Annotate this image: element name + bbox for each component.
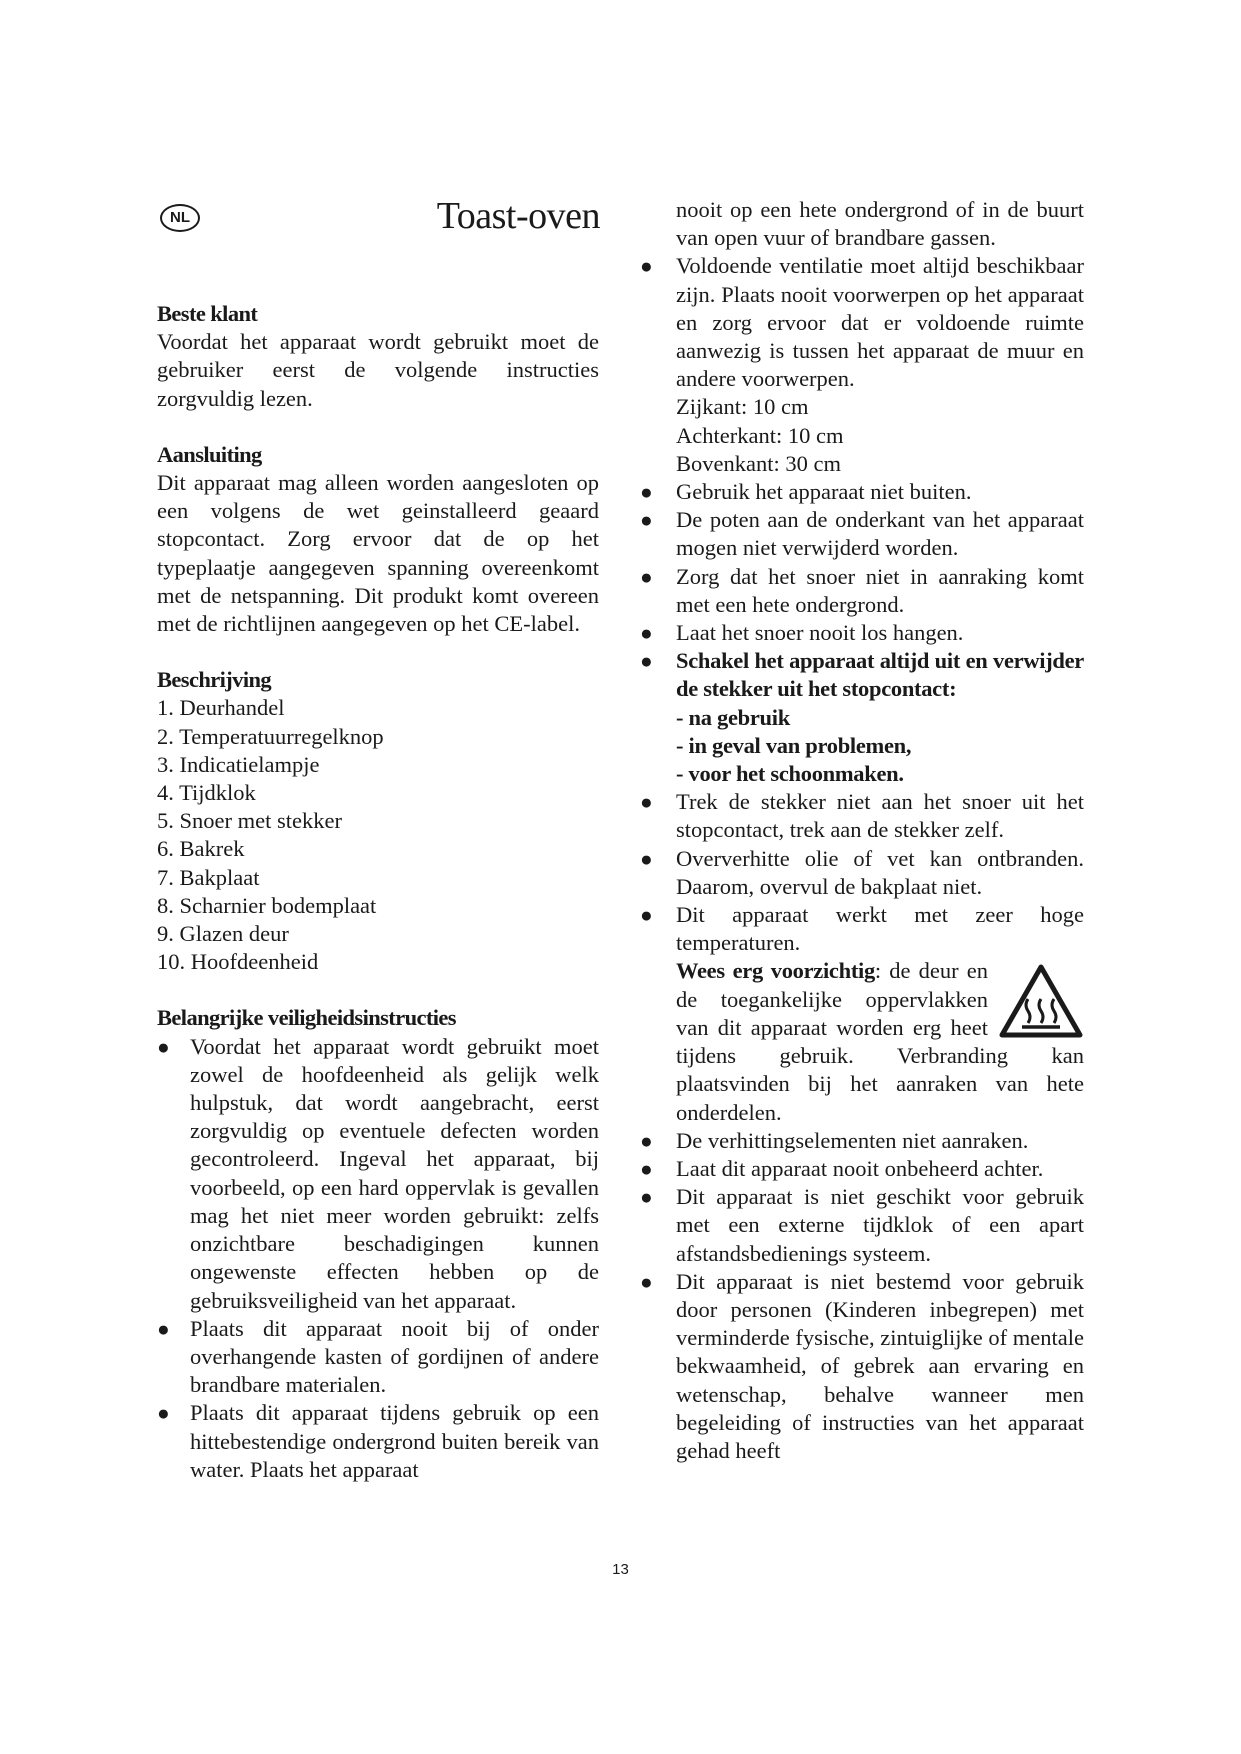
clearance-side: Zijkant: 10 cm bbox=[676, 394, 809, 420]
clearance-top: Bovenkant: 30 cm bbox=[676, 450, 841, 476]
list-item: ● Laat dit apparaat nooit onbeheerd achter. bbox=[640, 1155, 1084, 1183]
unplug-case: - in geval van problemen, bbox=[676, 732, 912, 758]
connection-text: Dit apparaat mag alleen worden aangesloten op een volgens de wet geinstalleerd geaard stopcontact. Zorg ervoor dat de op het typeplaatje aangegeven spanning overeenkomt met de netspanning. Dit produkt komt overeen met de richtlijnen aangegeven op het CE-label. bbox=[157, 470, 599, 637]
connection-heading: Aansluiting bbox=[157, 441, 262, 467]
greeting-heading: Beste klant bbox=[157, 301, 258, 326]
list-item: ● De verhittingselementen niet aanraken. bbox=[640, 1127, 1084, 1155]
unplug-heading: Schakel het apparaat altijd uit en verwijder de stekker uit het stopcontact: bbox=[676, 648, 1084, 702]
left-column bbox=[157, 300, 599, 1484]
list-item: 8. Scharnier bodemplaat bbox=[157, 892, 377, 918]
list-item: ● Plaats dit apparaat nooit bij of onder overhangende kasten of gordijnen of andere brandbare materialen. bbox=[157, 1315, 599, 1400]
safety-list-continued bbox=[640, 252, 1084, 1465]
list-item: ● Dit apparaat is niet geschikt voor gebruik met een externe tijdklok of een apart afstandsbedienings systeem. bbox=[640, 1183, 1084, 1268]
language-badge: NL bbox=[160, 204, 200, 232]
clearance-back: Achterkant: 10 cm bbox=[676, 422, 844, 448]
list-item bbox=[640, 901, 1084, 1127]
hot-text: Dit apparaat werkt met zeer hoge temperaturen. bbox=[676, 902, 1084, 956]
list-item: 4. Tijdklok bbox=[157, 780, 256, 806]
list-item: ● Oververhitte olie of vet kan ontbranden. Daarom, overvul de bakplaat niet. bbox=[640, 845, 1084, 901]
hot-surface-warning-icon bbox=[998, 963, 1084, 1039]
list-item: 7. Bakplaat bbox=[157, 864, 260, 890]
list-item: 9. Glazen deur bbox=[157, 921, 289, 947]
parts-list bbox=[157, 694, 599, 976]
list-item: 6. Bakrek bbox=[157, 836, 245, 862]
safety-heading: Belangrijke veiligheidsinstructies bbox=[157, 1005, 456, 1031]
warning-block bbox=[676, 957, 1084, 1126]
list-item: 3. Indicatielampje bbox=[157, 751, 320, 777]
list-item: ● Gebruik het apparaat niet buiten. bbox=[640, 478, 1084, 506]
safety-list bbox=[157, 1033, 599, 1484]
list-item: ● Zorg dat het snoer niet in aanraking komt met een hete ondergrond. bbox=[640, 563, 1084, 619]
list-item bbox=[640, 647, 1084, 788]
list-item: 1. Deurhandel bbox=[157, 695, 285, 721]
unplug-case: - na gebruik bbox=[676, 704, 790, 730]
list-item: ● Voordat het apparaat wordt gebruikt moet zowel de hoofdeenheid als gelijk welk hulpstuk, dat wordt aangebracht, eerst zorgvuldig op eventuele defecten worden gecontroleerd. Ingeval het apparaat, bij voorbeeld, op een hard oppervlak is gevallen mag het niet meer worden gebruikt: zelfs onzichtbare beschadigingen kunnen ongewenste effecten hebben op de gebruiksveiligheid van het apparaat. bbox=[157, 1033, 599, 1315]
continuation-text: nooit op een hete ondergrond of in de buurt van open vuur of brandbare gassen. bbox=[676, 197, 1084, 251]
page-title: Toast-oven bbox=[436, 195, 600, 237]
right-column bbox=[640, 196, 1084, 1465]
unplug-case: - voor het schoonmaken. bbox=[676, 761, 904, 787]
list-item: 5. Snoer met stekker bbox=[157, 808, 342, 834]
page-number: 13 bbox=[612, 1561, 629, 1578]
list-item: ● Plaats dit apparaat tijdens gebruik op een hittebestendige ondergrond buiten bereik van water. Plaats het apparaat bbox=[157, 1399, 599, 1484]
list-item: ● Dit apparaat is niet bestemd voor gebruik door personen (Kinderen inbegrepen) met verminderde fysische, zintuiglijke of mentale bekwaamheid, of gebrek aan ervaring en wetenschap, behalve wanneer men begeleiding of instructies van het apparaat gehad heeft bbox=[640, 1268, 1084, 1465]
warning-label: Wees erg voorzichtig bbox=[676, 958, 875, 984]
ventilation-text: Voldoende ventilatie moet altijd beschikbaar zijn. Plaats nooit voorwerpen op het apparaat en zorg ervoor dat er voldoende ruimte aanwezig is tussen het apparaat de muur en andere voorwerpen. bbox=[676, 253, 1084, 392]
warning-text: : de deur en de toegankelijke oppervlakken van dit apparaat worden erg heet tijdens gebruik. Verbranding kan plaatsvinden bij het aanraken van hete onderdelen. bbox=[676, 958, 1084, 1125]
list-item: ● Laat het snoer nooit los hangen. bbox=[640, 619, 1084, 647]
list-item bbox=[640, 252, 1084, 478]
greeting-text: Voordat het apparaat wordt gebruikt moet de gebruiker eerst de volgende instructies zorgvuldig lezen. bbox=[157, 329, 599, 411]
list-item: ● Trek de stekker niet aan het snoer uit het stopcontact, trek aan de stekker zelf. bbox=[640, 788, 1084, 844]
description-heading: Beschrijving bbox=[157, 667, 272, 693]
list-item: 2. Temperatuurregelknop bbox=[157, 723, 384, 749]
list-item: 10. Hoofdeenheid bbox=[157, 949, 319, 975]
list-item: ● De poten aan de onderkant van het apparaat mogen niet verwijderd worden. bbox=[640, 506, 1084, 562]
